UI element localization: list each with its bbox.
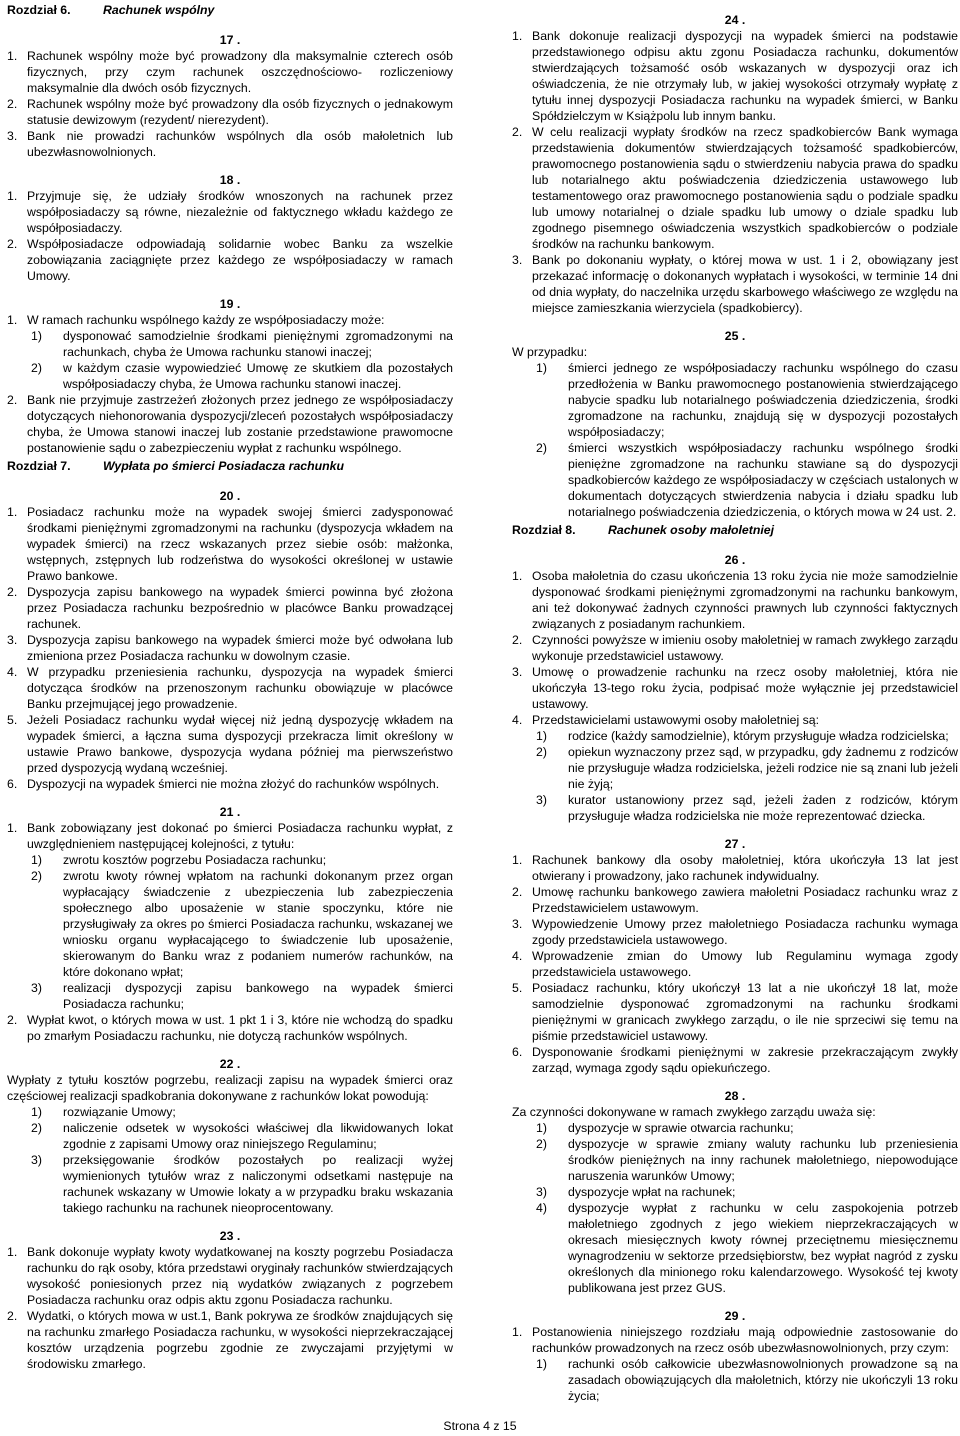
numbered-item: [7, 236, 453, 284]
item-number: 2.: [7, 585, 18, 599]
sub-point: [512, 792, 958, 824]
item-text: dysponować samodzielnie środkami pieniężnymi zgromadzonymi na rachunkach, chyba że Umowa rachunku stanowi inaczej;: [63, 329, 453, 359]
section-number: 27 .: [724, 837, 746, 851]
section-number: 20 .: [219, 489, 241, 503]
item-text: Dyspozycji na wypadek śmierci nie można złożyć do rachunków wspólnych.: [27, 777, 440, 791]
numbered-item: [7, 1308, 453, 1372]
item-number: 2): [31, 869, 42, 883]
sub-point: [512, 1200, 958, 1296]
left-column: [7, 0, 453, 1372]
item-text: zwrotu kwoty równej wpłatom na rachunki dokonanym przez organ wypłacający świadczenie z ubezpieczenia lub zabezpieczenia społecznego albo uposażenie w stanie spoczynku, które nie przysługiwały za okres po śmierci Posiadacza rachunku, wskazanej we wniosku organu wypłacającego to świadczenie lub uposażenie, skierowanym do Banku wraz z podaniem numerów rachunków, na które dokonano wpłat;: [63, 869, 453, 979]
chapter-heading: [7, 458, 453, 476]
paragraph-text: Wypłaty z tytułu kosztów pogrzebu, realizacji zapisu na wypadek śmierci oraz częściowej realizacji spadkobrania dokonywane z rachunków lokat powodują:: [7, 1073, 453, 1103]
item-text: naliczenie odsetek w wysokości właściwej dla likwidowanych lokat zgodnie z zapisami Umowy oraz niniejszego Regulaminu;: [63, 1121, 453, 1151]
section-number: 19 .: [219, 297, 241, 311]
item-number: 5.: [7, 713, 18, 727]
item-text: Bank dokonuje realizacji dyspozycji na wypadek śmierci na podstawie przedstawionego odpisu aktu zgonu Posiadacza rachunku, dokumentów stwierdzających tożsamość osób wskazanych w dyspozycji oraz ich oświadczenia, że nie otrzymały lub, w jakiej wysokości otrzymały wypłatę z tytułu innej dyspozycji Posiadacza rachunku na wypadek śmierci, w Banku Spółdzielczym w Książpolu lub innym banku.: [532, 29, 958, 123]
item-text: rachunki osób całkowicie ubezwłasnowolnionych prowadzone są na zasadach obowiązujących dla małoletnich, którzy nie ukończyli 13 roku życia;: [568, 1357, 958, 1403]
item-text: Współposiadacze odpowiadają solidarnie wobec Banku za wszelkie zobowiązania zaciągnięte przez każdego ze współposiadaczy w ramach Umowy.: [27, 237, 453, 283]
item-number: 3.: [512, 917, 523, 931]
section-number: 29 .: [724, 1309, 746, 1323]
item-text: śmierci jednego ze współposiadaczy rachunku wspólnego do czasu przedłożenia w Banku prawomocnego postanowienia stwierdzającego nabycie spadku lub notarialnego poświadczenia dziedziczenia, środki zgromadzone na rachunku, znajdują się w dyspozycji pozostałych współposiadaczy;: [568, 361, 958, 439]
item-text: kurator ustanowiony przez sąd, jeżeli żaden z rodziców, którym przysługuje władza rodzicielska nie może reprezentować dziecka.: [568, 793, 958, 823]
item-number: 3.: [512, 253, 523, 267]
item-number: 5.: [512, 981, 523, 995]
item-text: Rachunek bankowy dla osoby małoletniej, która ukończyła 13 lat jest otwierany i prowadzony, jako rachunek indywidualny.: [532, 853, 958, 883]
item-number: 4.: [7, 665, 18, 679]
item-text: W przypadku przeniesienia rachunku, dyspozycja na wypadek śmierci dotycząca środków na przenoszonym rachunku obowiązuje w placówce Banku przejmującej jego prowadzenie.: [27, 665, 453, 711]
numbered-item: [512, 980, 958, 1044]
section-number: 17 .: [219, 33, 241, 47]
sub-point: [7, 360, 453, 392]
item-text: dyspozycje w sprawie zmiany waluty rachunku lub przeniesienia środków pieniężnych na inny rachunek małoletniego, niepowodujące naruszenia warunków Umowy;: [568, 1137, 958, 1183]
item-number: 1.: [7, 505, 18, 519]
item-number: 1): [536, 1121, 547, 1135]
numbered-item: [7, 392, 453, 456]
item-text: W ramach rachunku wspólnego każdy ze współposiadaczy może:: [27, 313, 385, 327]
item-text: śmierci wszystkich współposiadaczy rachunku wspólnego środki pieniężne zgromadzone na rachunku stawiane są do dyspozycji spadkobierców każdego ze współposiadaczy w częściach ustalonych w dokumentach dotyczących stwierdzenia nabycia i działu spadku lub notarialnego poświadczenia dziedziczenia, o których mowa w 24 ust. 2.: [568, 441, 958, 519]
item-number: 2): [536, 441, 547, 455]
section-number: 28 .: [724, 1089, 746, 1103]
item-number: 1.: [512, 569, 523, 583]
sub-point: [512, 360, 958, 440]
item-text: rodzice (każdy samodzielnie), którym przysługuje władza rodzicielska;: [568, 729, 949, 743]
numbered-item: [7, 820, 453, 852]
item-number: 1.: [7, 1245, 18, 1259]
item-number: 2.: [512, 633, 523, 647]
numbered-item: [7, 712, 453, 776]
chapter-number: Rozdział 7.: [7, 459, 71, 473]
item-number: 3.: [7, 633, 18, 647]
item-text: Umowę rachunku bankowego zawiera małoletni Posiadacz rachunku wraz z Przedstawicielem ustawowym.: [532, 885, 958, 915]
chapter-title: Wypłata po śmierci Posiadacza rachunku: [103, 459, 345, 473]
item-text: Bank nie prowadzi rachunków wspólnych dla osób małoletnich lub ubezwłasnowolnionych.: [27, 129, 453, 159]
numbered-item: [7, 48, 453, 96]
item-number: 2.: [7, 237, 18, 251]
item-text: Przedstawicielami ustawowymi osoby małoletniej są:: [532, 713, 820, 727]
item-text: Dysponowanie środkami pieniężnymi w zakresie przekraczającym zwykły zarząd, wymaga zgody sądu opiekuńczego.: [532, 1045, 958, 1075]
numbered-item: [7, 188, 453, 236]
section-number: 23 .: [219, 1229, 241, 1243]
numbered-item: [512, 664, 958, 712]
numbered-item: [7, 312, 453, 328]
item-text: w każdym czasie wypowiedzieć Umowę ze skutkiem dla pozostałych współposiadaczy chyba, że Umowa rachunku stanowi inaczej.: [63, 361, 453, 391]
chapter-title: Rachunek osoby małoletniej: [608, 523, 775, 537]
numbered-item: [7, 776, 453, 792]
item-text: Wypowiedzenie Umowy przez małoletniego Posiadacza rachunku wymaga zgody przedstawiciela ustawowego.: [532, 917, 958, 947]
item-text: dyspozycje w sprawie otwarcia rachunku;: [568, 1121, 794, 1135]
item-number: 2): [536, 1137, 547, 1151]
sub-point: [7, 328, 453, 360]
numbered-item: [7, 1012, 453, 1044]
item-number: 2.: [7, 1309, 18, 1323]
numbered-item: [512, 568, 958, 632]
item-text: Posiadacz rachunku, który ukończył 13 lat a nie ukończył 18 lat, może samodzielnie dysponować zgromadzonymi na rachunku środkami pieniężnymi w granicach zwykłego zarządu, o ile nie sprzeciwi się temu na piśmie przedstawiciel ustawowy.: [532, 981, 958, 1043]
item-text: Dyspozycja zapisu bankowego na wypadek śmierci powinna być złożona przez Posiadacza rachunku bezpośrednio w placówce Banku prowadzącej rachunek.: [27, 585, 453, 631]
item-text: zwrotu kosztów pogrzebu Posiadacza rachunku;: [63, 853, 327, 867]
sub-point: [512, 440, 958, 520]
item-text: Wypłat kwot, o których mowa w ust. 1 pkt 1 i 3, które nie wchodzą do spadku po zmarłym Posiadaczu rachunku, nie dotyczą rachunków wspólnych.: [27, 1013, 453, 1043]
chapter-title: Rachunek wspólny: [103, 3, 215, 17]
item-text: realizacji dyspozycji zapisu bankowego na wypadek śmierci Posiadacza rachunku;: [63, 981, 453, 1011]
item-number: 1): [31, 853, 42, 867]
item-number: 3): [31, 981, 42, 995]
item-text: Jeżeli Posiadacz rachunku wydał więcej niż jedną dyspozycję wkładem na wypadek śmierci, a łączna suma dyspozycji przekracza limit określony w ustawie Prawo bankowe, dyspozycja wydana później ma pierwszeństwo przed dyspozycją wydaną wcześniej.: [27, 713, 453, 775]
item-text: Wprowadzenie zmian do Umowy lub Regulaminu wymaga zgody przedstawiciela ustawowego.: [532, 949, 958, 979]
item-text: Czynności powyższe w imieniu osoby małoletniej w ramach zwykłego zarządu wykonuje przedstawiciel ustawowy.: [532, 633, 958, 663]
sub-point: [7, 980, 453, 1012]
item-text: Postanowienia niniejszego rozdziału mają odpowiednie zastosowanie do rachunków prowadzonych na rzecz osób ubezwłasnowolnionych, przy czym:: [532, 1325, 958, 1355]
sub-point: [7, 1152, 453, 1216]
section-number: 21 .: [219, 805, 241, 819]
item-text: Bank po dokonaniu wypłaty, o której mowa w ust. 1 i 2, obowiązany jest przekazać informację o dokonanych wypłatach i wysokości, w terminie 14 dni od dnia wypłaty, do naczelnika urzędu skarbowego właściwego ze względu na miejsce zamieszkania wierzyciela (spadkobiercy).: [532, 253, 958, 315]
numbered-item: [7, 632, 453, 664]
item-number: 1.: [7, 313, 18, 327]
item-number: 2.: [512, 125, 523, 139]
item-text: Rachunek wspólny może być prowadzony dla maksymalnie czterech osób fizycznych, przy czym rachunek oszczędnościowo- rozliczeniowy maksymalnie dla dwóch osób fizycznych.: [27, 49, 453, 95]
paragraph-text: W przypadku:: [512, 345, 588, 359]
numbered-item: [7, 96, 453, 128]
numbered-item: [512, 852, 958, 884]
item-number: 1): [536, 361, 547, 375]
item-number: 1): [31, 1105, 42, 1119]
right-column: [512, 0, 958, 1404]
chapter-heading: [512, 522, 958, 540]
numbered-item: [512, 1044, 958, 1076]
item-number: 2): [536, 745, 547, 759]
numbered-item: [512, 28, 958, 124]
item-number: 1.: [512, 853, 523, 867]
section-number: 22 .: [219, 1057, 241, 1071]
item-text: Posiadacz rachunku może na wypadek swojej śmierci zadysponować środkami pieniężnymi zgromadzonymi na rachunku (dyspozycja wkładem na wypadek śmierci) na rzecz wskazanych przez siebie osób: małżonka, wstępnych, zstępnych lub rodzeństwa do wysokości określonej w ustawie Prawo bankowe.: [27, 505, 453, 583]
sub-point: [512, 744, 958, 792]
sub-point: [512, 1356, 958, 1404]
item-text: Przyjmuje się, że udziały środków wnoszonych na rachunek przez współposiadaczy są równe, niezależnie od faktycznego wkładu każdego ze współposiadaczy.: [27, 189, 453, 235]
numbered-item: [512, 1324, 958, 1356]
paragraph-text: Za czynności dokonywane w ramach zwykłego zarządu uważa się:: [512, 1105, 876, 1119]
numbered-item: [7, 584, 453, 632]
numbered-item: [7, 664, 453, 712]
numbered-item: [7, 1244, 453, 1308]
item-number: 1): [536, 729, 547, 743]
section-number: 25 .: [724, 329, 746, 343]
item-number: 4.: [512, 949, 523, 963]
item-text: Osoba małoletnia do czasu ukończenia 13 roku życia nie może samodzielnie dysponować środkami pieniężnymi zgromadzonymi na rachunku bankowym, ani też dokonywać żadnych czynności prawnych lub czynności faktycznych związanych z posiadanym rachunkiem.: [532, 569, 958, 631]
item-number: 2): [31, 1121, 42, 1135]
item-text: Dyspozycja zapisu bankowego na wypadek śmierci może być odwołana lub zmieniona przez Posiadacza rachunku w dowolnym czasie.: [27, 633, 453, 663]
numbered-item: [512, 124, 958, 252]
sub-point: [7, 868, 453, 980]
item-text: Umowę o prowadzenie rachunku na rzecz osoby małoletniej, która nie ukończyła 13-tego roku życia, podpisać może wyłącznie jej przedstawiciel ustawowy.: [532, 665, 958, 711]
sub-point: [7, 1120, 453, 1152]
numbered-item: [512, 252, 958, 316]
item-number: 1.: [512, 1325, 523, 1339]
item-number: 3.: [512, 665, 523, 679]
item-number: 2.: [7, 393, 18, 407]
page-footer: Strona 4 z 15: [443, 1419, 517, 1433]
item-number: 4.: [512, 713, 523, 727]
item-text: Rachunek wspólny może być prowadzony dla osób fizycznych o jednakowym statusie dewizowym (rezydent/ nierezydent).: [27, 97, 453, 127]
item-number: 3): [536, 1185, 547, 1199]
section-number: 18 .: [219, 173, 241, 187]
item-text: dyspozycje wypłat z rachunku w celu zaspokojenia potrzeb małoletniego zgodnych z jego wiekiem nieprzekraczających w okresach miesięcznych kwoty równej przeciętnemu miesięcznemu wynagrodzeniu w sektorze przedsiębiorstw, bez wypłat nagród z zysku określonych dla minionego roku kalendarzowego. Wysokość tej kwoty publikowana jest przez GUS.: [568, 1201, 958, 1295]
numbered-item: [512, 884, 958, 916]
item-number: 6.: [512, 1045, 523, 1059]
item-text: Bank zobowiązany jest dokonać po śmierci Posiadacza rachunku wypłat, z uwzględnieniem następującej kolejności, z tytułu:: [27, 821, 453, 851]
numbered-item: [512, 916, 958, 948]
item-text: W celu realizacji wypłaty środków na rzecz spadkobierców Bank wymaga przedstawienia dokumentów stwierdzających tożsamość spadkobierców, prawomocnego postanowienia sądu o stwierdzeniu nabycia prawa do spadku lub notarialnego aktu poświadczenia dziedziczenia ustawowego lub testamentowego oraz prawomocnego postanowienia sądu o podziale spadku lub umowy notarialnej o dziale spadku lub umowy o dziale spadku lub zgodnego pisemnego oświadczenia wszystkich spadkobierców o podziale środków na rachunku bankowym.: [532, 125, 958, 251]
item-number: 1.: [512, 29, 523, 43]
item-number: 1): [31, 329, 42, 343]
item-text: Wydatki, o których mowa w ust.1, Bank pokrywa ze środków znajdujących się na rachunku zmarłego Posiadacza rachunku, w wysokości nieprzekraczającej kosztów urządzenia pogrzebu zgodnie ze zwyczajami przyjętymi w środowisku zmarłego.: [27, 1309, 453, 1371]
item-number: 4): [536, 1201, 547, 1215]
item-number: 1.: [7, 189, 18, 203]
item-number: 3): [536, 793, 547, 807]
sub-point: [512, 1136, 958, 1184]
item-number: 2.: [7, 1013, 18, 1027]
section-number: 24 .: [724, 13, 746, 27]
item-number: 2.: [512, 885, 523, 899]
chapter-number: Rozdział 6.: [7, 3, 71, 17]
item-number: 2): [31, 361, 42, 375]
sub-point: [7, 1104, 453, 1120]
item-text: rozwiązanie Umowy;: [63, 1105, 176, 1119]
item-number: 1.: [7, 821, 18, 835]
item-text: opiekun wyznaczony przez sąd, w przypadku, gdy żadnemu z rodziców nie przysługuje władza rodzicielska, jeżeli rodzice nie są znani lub jeżeli nie żyją;: [568, 745, 958, 791]
item-number: 1): [536, 1357, 547, 1371]
item-number: 3): [31, 1153, 42, 1167]
item-text: przeksięgowanie środków pozostałych po realizacji wyżej wymienionych tytułów wraz z naliczonymi odsetkami następuje na rachunek wskazany w Umowie lokaty a w przypadku braku wskazania takiego rachunku na rachunek nieoprocentowany.: [63, 1153, 453, 1215]
sub-point: [7, 852, 453, 868]
item-number: 2.: [7, 97, 18, 111]
item-text: Bank nie przyjmuje zastrzeżeń złożonych przez jednego ze współposiadaczy dotyczących niehonorowania dyspozycji/zleceń pozostałych współposiadaczy chyba, że Umowa stanowi inaczej lub zostanie przedstawione prawomocne postanowienie sądu o zabezpieczeniu wypłat z rachunku wspólnego.: [27, 393, 453, 455]
numbered-item: [512, 948, 958, 980]
item-number: 1.: [7, 49, 18, 63]
sub-point: [512, 1120, 958, 1136]
item-number: 3.: [7, 129, 18, 143]
numbered-item: [7, 504, 453, 584]
numbered-item: [512, 712, 958, 728]
numbered-item: [7, 128, 453, 160]
chapter-number: Rozdział 8.: [512, 523, 576, 537]
numbered-item: [512, 632, 958, 664]
section-number: 26 .: [724, 553, 746, 567]
chapter-heading: [7, 2, 453, 20]
item-text: Bank dokonuje wypłaty kwoty wydatkowanej na koszty pogrzebu Posiadacza rachunku do rąk osoby, która przedstawi oryginały rachunków stwierdzających wysokość poniesionych przez nią wydatków związanych z pogrzebem Posiadacza rachunku oraz odpis aktu zgonu Posiadacza rachunku.: [27, 1245, 453, 1307]
sub-point: [512, 728, 958, 744]
item-number: 6.: [7, 777, 18, 791]
sub-point: [512, 1184, 958, 1200]
item-text: dyspozycje wpłat na rachunek;: [568, 1185, 736, 1199]
